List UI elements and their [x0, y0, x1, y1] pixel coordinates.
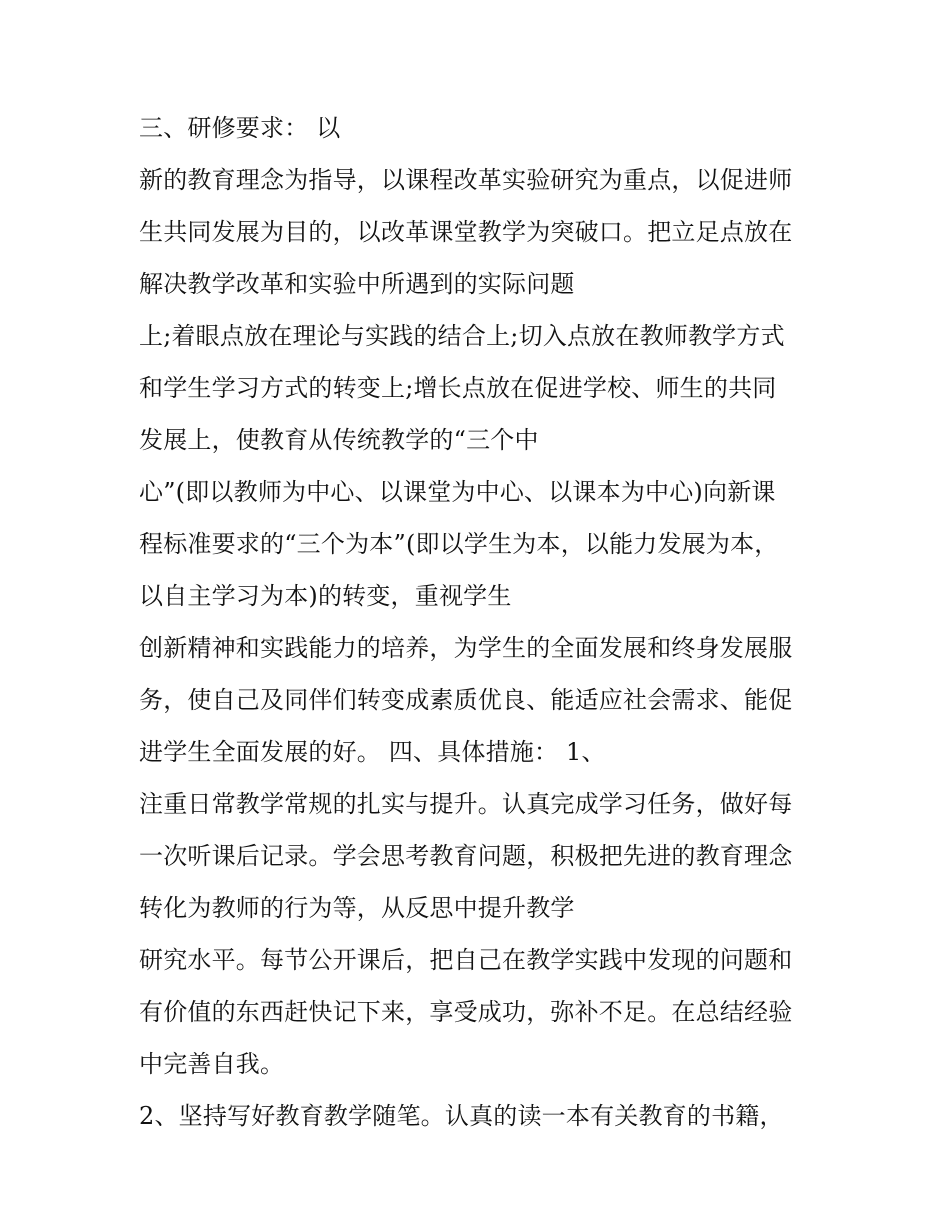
text-line: 生共同发展为目的，以改革课堂教学为突破口。把立足点放在: [139, 218, 793, 246]
text-line: 三、研修要求： 以: [139, 114, 341, 142]
text-line: 有价值的东西赶快记下来，享受成功，弥补不足。在总结经验: [139, 998, 793, 1026]
text-line: 2、坚持写好教育教学随笔。认真的读一本有关教育的书籍，: [139, 1102, 784, 1130]
text-line: 务，使自己及同伴们转变成素质优良、能适应社会需求、能促: [139, 686, 793, 714]
text-line: 程标准要求的“三个为本”(即以学生为本，以能力发展为本，: [139, 530, 779, 558]
text-line: 一次听课后记录。学会思考教育问题，积极把先进的教育理念: [139, 842, 793, 870]
text-line: 创新精神和实践能力的培养，为学生的全面发展和终身发展服: [139, 634, 793, 662]
text-line: 进学生全面发展的好。 四、具体措施： 1、: [139, 738, 606, 766]
text-line: 新的教育理念为指导，以课程改革实验研究为重点，以促进师: [139, 166, 793, 194]
text-line: 转化为教师的行为等，从反思中提升教学: [139, 894, 575, 922]
text-line: 上;着眼点放在理论与实践的结合上;切入点放在教师教学方式: [139, 322, 785, 350]
text-line: 研究水平。每节公开课后，把自己在教学实践中发现的问题和: [139, 946, 793, 974]
text-line: 中完善自我。: [139, 1050, 285, 1078]
text-line: 解决教学改革和实验中所遇到的实际问题: [139, 270, 575, 298]
text-line: 心”(即以教师为中心、以课堂为中心、以课本为中心)向新课: [139, 478, 776, 506]
text-line: 发展上，使教育从传统教学的“三个中: [139, 426, 539, 454]
text-line: 和学生学习方式的转变上;增长点放在促进学校、师生的共同: [139, 374, 777, 402]
text-line: 注重日常教学常规的扎实与提升。认真完成学习任务，做好每: [139, 790, 793, 818]
document-body: [139, 110, 829, 1150]
text-line: 以自主学习为本)的转变，重视学生: [139, 582, 512, 610]
